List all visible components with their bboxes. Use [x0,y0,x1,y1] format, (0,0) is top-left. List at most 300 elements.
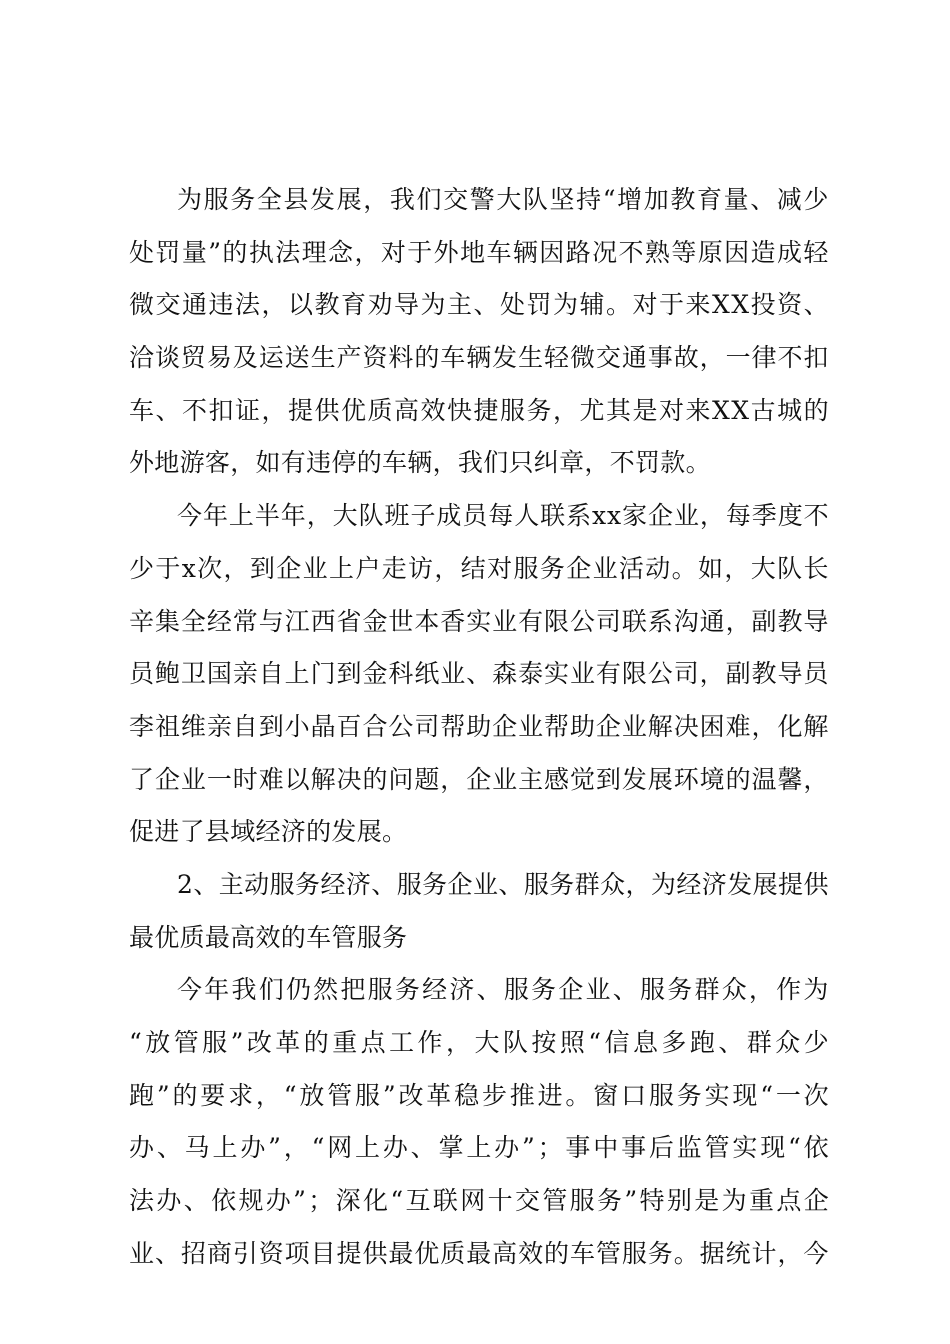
text-char: 众 [721,975,747,1005]
text-char: 上 [212,1133,238,1163]
text-char: 改 [246,1028,273,1057]
text-char: 助 [466,711,492,741]
text-char: 全 [180,606,207,636]
text-char: 资 [777,290,803,320]
text-char: 经 [676,869,702,899]
text-char: 。 [565,1080,591,1110]
text-char: 户 [355,553,381,583]
text-char: 沟 [673,606,699,636]
text-char: 成 [776,237,803,267]
text-char: 的 [725,764,751,794]
text-char: 系 [647,606,674,636]
text-char: 依 [803,1133,829,1163]
text-char: 供 [362,1238,388,1268]
text-char: 一 [206,764,233,794]
text-char: 于 [155,553,181,583]
text-char: 司 [414,711,440,741]
text-char: 以 [288,290,314,320]
text-char: 运 [258,343,284,373]
text-char: 队 [522,185,549,214]
text-char: 困 [699,711,725,741]
text-char: 辆 [466,343,492,373]
text-char: 服 [500,395,526,425]
text-char: 因 [539,237,565,267]
text-char: 众 [600,869,626,899]
text-char: 优 [414,1238,440,1268]
text-char: 扣 [803,343,829,373]
text-char: 易 [206,343,233,373]
text-char: 员 [462,501,488,531]
text-char: 高 [394,395,420,425]
text-char: 不 [803,501,829,531]
text-char: ， [261,395,287,425]
text-char: 放 [145,1028,171,1057]
text-char: 最 [466,1238,492,1268]
paragraph-4-line-5 [129,1181,829,1221]
text-char: 结 [460,553,487,583]
text-char: 多 [661,1028,687,1057]
text-char: 为 [650,869,677,899]
text-char: 目 [310,1238,336,1268]
text-char: 务 [597,1186,623,1216]
text-char: 事 [647,343,674,373]
text-char: 队 [502,1028,529,1057]
text-char: 、 [371,869,397,899]
text-char: 纸 [414,659,440,689]
text-char: 资 [362,343,388,373]
text-char: 法 [235,290,261,320]
text-char: 解 [803,711,829,741]
text-char: 古 [750,395,776,425]
text-char: 通 [699,606,725,636]
text-char: 济 [345,869,372,899]
text-char: 主 [218,869,245,899]
text-char: 自 [232,711,259,741]
text-char: 国 [206,659,233,689]
text-char: 联 [432,1186,459,1216]
text-char: 警 [469,185,496,214]
text-char: 解 [310,764,336,794]
text-char: 济 [449,975,475,1005]
text-char: ， [223,553,249,583]
text-char: X [712,290,731,320]
text-char: 有 [595,659,622,689]
text-char: 把 [340,975,366,1005]
text-char: 半 [254,501,281,531]
text-char: 现 [732,1080,758,1110]
text-char: 限 [621,659,648,689]
text-char: 金 [362,659,388,689]
text-char: 管 [542,1186,568,1216]
text-char: 罚 [155,237,181,267]
text-char: 访 [408,553,434,583]
text-char: 等 [671,237,697,267]
text-char: 劝 [367,290,393,320]
text-char: 集 [154,606,181,636]
text-char: 业 [492,606,518,636]
text-char: 化 [363,1186,389,1216]
text-char: 对 [380,237,407,267]
text-char: ， [625,869,651,899]
text-char: 。 [671,553,697,583]
text-char: 系 [566,501,592,531]
text-char: 造 [750,237,776,267]
text-char: 教 [777,606,803,636]
text-char: 2 [177,869,194,899]
text-char: 联 [621,606,648,636]
text-char: 然 [313,975,339,1005]
text-char: 法 [129,1186,155,1216]
text-char: 服 [513,553,539,583]
text-char: 上 [284,659,310,689]
text-char: 难 [258,764,284,794]
text-char: ” [208,237,222,267]
text-char: 据 [699,1238,725,1268]
text-char: ， [354,237,380,267]
text-char: 们 [416,185,442,214]
document-body [129,180,829,1286]
paragraph-1-line-5 [129,391,829,431]
text-char: 不 [777,343,803,373]
paragraph-1-line-6 [129,443,829,483]
text-char: 解 [647,711,674,741]
text-char: 业 [592,553,618,583]
text-char: 展 [647,764,674,794]
text-char: 限 [544,606,570,636]
paragraph-2-line-4 [129,654,829,694]
text-char: 们 [258,975,285,1005]
text-char: 业 [129,1238,155,1268]
text-char: 跑 [689,1028,716,1057]
paragraph-2-line-6 [129,760,829,800]
text-char: 上 [228,501,255,531]
text-char: 监 [676,1133,703,1163]
text-char: 提 [336,1238,362,1268]
text-char: 今 [177,501,203,531]
text-char: 企 [492,711,518,741]
text-char: 司 [595,606,622,636]
text-char: 经 [422,975,448,1005]
text-char: ， [306,501,332,531]
text-char: 班 [384,501,410,531]
text-char: 掌 [438,1133,464,1163]
text-char: 重 [748,1186,775,1216]
paragraph-4-line-1 [129,970,829,1010]
text-char: 教 [314,290,340,320]
text-char: 、 [803,290,829,320]
text-char: 员 [129,659,155,689]
text-char: 步 [481,1080,508,1110]
paragraph-4-line-4 [129,1128,829,1168]
text-char: 作 [776,975,802,1005]
text-char: 点 [776,1186,802,1216]
text-char: 大 [332,501,358,531]
text-char: 熟 [644,237,671,267]
text-char: 企 [648,501,674,531]
text-char: 不 [182,395,208,425]
text-char: 、 [612,975,639,1005]
text-char: 长 [803,553,829,583]
section-heading-line-2 [129,918,829,958]
text-char: 照 [559,1028,586,1057]
text-char: 务 [526,395,552,425]
text-char: 公 [569,606,596,636]
text-char: ， [748,975,775,1005]
text-char: 如 [698,553,724,583]
text-char: 、 [466,659,492,689]
text-char: 业 [518,711,544,741]
text-char: 律 [751,343,777,373]
text-char: 、 [750,185,776,214]
text-char: 办 [494,1133,520,1163]
text-char: 管 [173,1028,199,1057]
text-char: 跑 [129,1080,155,1110]
text-char: 对 [659,395,685,425]
text-char: 百 [336,711,362,741]
text-char: 上 [355,1133,381,1163]
text-char: 年 [280,501,307,531]
text-char: 走 [381,553,407,583]
text-char: 是 [632,395,658,425]
text-char: 群 [694,975,720,1005]
text-char: ” [521,1133,536,1163]
text-char: 商 [206,1238,233,1268]
text-char: 深 [335,1186,361,1216]
text-char: 年 [204,975,230,1005]
text-char: 招 [180,1238,207,1268]
text-char: 服 [367,975,393,1005]
text-char: 发 [621,764,648,794]
text-char: 、 [156,1133,183,1163]
text-char: 交 [514,1186,541,1216]
text-char: 众 [775,1028,801,1057]
text-char: 务 [676,1080,703,1110]
text-char: 温 [751,764,777,794]
text-char: 以 [284,764,310,794]
text-char: 现 [760,1133,786,1163]
text-char: ， [255,1080,282,1110]
text-char: 香 [440,606,466,636]
text-char: 要 [200,1080,226,1110]
text-char: 我 [389,185,416,214]
text-char: 仍 [285,975,312,1005]
text-char: 交 [595,343,622,373]
text-char: 地 [460,237,486,267]
text-char: 副 [751,606,777,636]
text-char: 量 [181,237,208,267]
text-char: 服 [503,975,530,1005]
text-char: 展 [752,869,778,899]
text-char: 江 [284,606,310,636]
text-char: 本 [414,606,440,636]
text-char: 对 [632,290,658,320]
text-char: 企 [466,764,492,794]
text-char: 维 [180,711,207,741]
text-char: 季 [751,501,778,531]
text-char: X [731,290,750,320]
text-char: 生 [310,343,336,373]
text-char: 、 [154,1238,181,1268]
text-char: 次 [197,553,223,583]
text-char: 科 [388,659,414,689]
text-char: 车 [486,237,512,267]
text-char: 主 [518,764,544,794]
text-char: ， [751,711,777,741]
text-char: ” [382,1080,396,1110]
text-char: 员 [803,659,829,689]
text-char: 务 [667,975,693,1005]
text-char: 减 [776,185,803,214]
text-char: 晶 [310,711,336,741]
text-char: 李 [129,711,155,741]
text-char: 企 [558,975,584,1005]
text-char: 增 [617,185,643,214]
text-char: 办 [382,1133,409,1163]
text-char: 轻 [544,343,570,373]
text-char: 司 [673,659,699,689]
text-char: 的 [303,1028,330,1057]
text-char: 事 [565,1133,591,1163]
section-heading-line-1 [129,865,829,905]
text-char: 引 [232,1238,259,1268]
text-char: 轻 [803,237,829,267]
text-char: 全 [256,185,283,214]
text-char: 重 [332,1028,358,1057]
text-char: 务 [422,869,448,899]
text-char: 境 [699,764,725,794]
text-char: 路 [565,237,591,267]
text-char: 时 [232,764,259,794]
text-char: 办 [156,1186,182,1216]
text-char: 次 [803,1080,829,1110]
text-line: 最优质最高效的车管服务 [129,922,408,952]
text-char: 动 [645,553,671,583]
text-char: 环 [673,764,699,794]
text-char: 主 [447,290,473,320]
text-char: 、 [498,869,524,899]
text-char: 坚 [549,185,575,214]
text-char: ， [725,606,751,636]
text-char: 省 [336,606,362,636]
text-char: 对 [487,553,513,583]
paragraph-4-line-3 [129,1076,829,1116]
text-char: 计 [751,1238,777,1268]
text-char: 亲 [232,659,259,689]
text-char: 、 [476,975,502,1005]
text-char: 管 [595,1238,622,1268]
text-char: 优 [341,395,367,425]
text-char: 服 [639,975,666,1005]
text-char: 持 [576,185,602,214]
text-char: 群 [746,1028,773,1057]
text-char: 家 [622,501,648,531]
text-char: 企 [595,711,622,741]
text-char: 革 [275,1028,301,1057]
text-char: ， [724,553,750,583]
text-char: ， [553,395,579,425]
text-char: 辛 [129,606,155,636]
text-char: 办 [265,1186,292,1216]
text-char: 辆 [512,237,539,267]
text-char: 车 [569,1238,596,1268]
text-char: 按 [531,1028,557,1057]
text-char: 感 [544,764,570,794]
text-char: 到 [249,553,276,583]
text-char: 供 [803,869,829,899]
text-char: 中 [593,1133,619,1163]
text-char: 执 [248,237,275,267]
text-char: 法 [275,237,301,267]
text-char: 改 [398,1080,424,1110]
text-char: 于 [659,290,685,320]
text-char: 办 [240,1133,266,1163]
text-char: 提 [288,395,314,425]
text-char: 导 [777,659,803,689]
text-char: 企 [276,553,302,583]
text-char: 一 [725,343,751,373]
text-char: 服 [569,1186,595,1216]
text-char: 今 [177,975,203,1005]
text-char: ， [440,764,466,794]
text-char: 小 [284,711,310,741]
text-char: 大 [474,1028,500,1057]
text-char: 交 [443,185,469,214]
text-char: 项 [284,1238,310,1268]
text-char: 送 [284,343,310,373]
text-char: 公 [647,659,674,689]
text-char: 、 [410,1133,436,1163]
text-char: 问 [388,764,414,794]
text-char: 点 [360,1028,386,1057]
text-char: 进 [537,1080,563,1110]
text-char: “ [760,1080,774,1110]
text-char: 济 [701,869,728,899]
text-char: 为 [420,290,446,320]
text-char: 扣 [208,395,234,425]
text-char: 实 [732,1133,758,1163]
text-char: 料 [388,343,414,373]
text-char: 来 [685,290,711,320]
text-char: 人 [514,501,540,531]
text-char: 发 [492,343,518,373]
text-char: 的 [222,237,248,267]
text-char: 县 [283,185,309,214]
text-char: 求 [228,1080,254,1110]
text-char: 作 [417,1028,443,1057]
text-char: 车 [129,395,155,425]
text-char: ， [699,343,725,373]
text-char: 服 [203,185,229,214]
text-char: 统 [725,1238,751,1268]
text-char: 助 [569,711,596,741]
text-char: 革 [426,1080,452,1110]
text-char: 群 [574,869,600,899]
text-char: ； [308,1186,334,1216]
paragraph-1-line-3 [129,285,829,325]
text-char: “ [129,1028,143,1057]
text-char: 稳 [454,1080,480,1110]
text-char: 企 [447,869,473,899]
text-char: 办 [129,1133,155,1163]
text-char: 联 [540,501,566,531]
text-char: 微 [569,343,596,373]
text-char: 。 [606,290,632,320]
text-char: ， [261,290,287,320]
text-char: 展 [336,185,362,214]
text-char: 质 [440,1238,466,1268]
text-char: 其 [606,395,632,425]
text-char: 推 [509,1080,536,1110]
